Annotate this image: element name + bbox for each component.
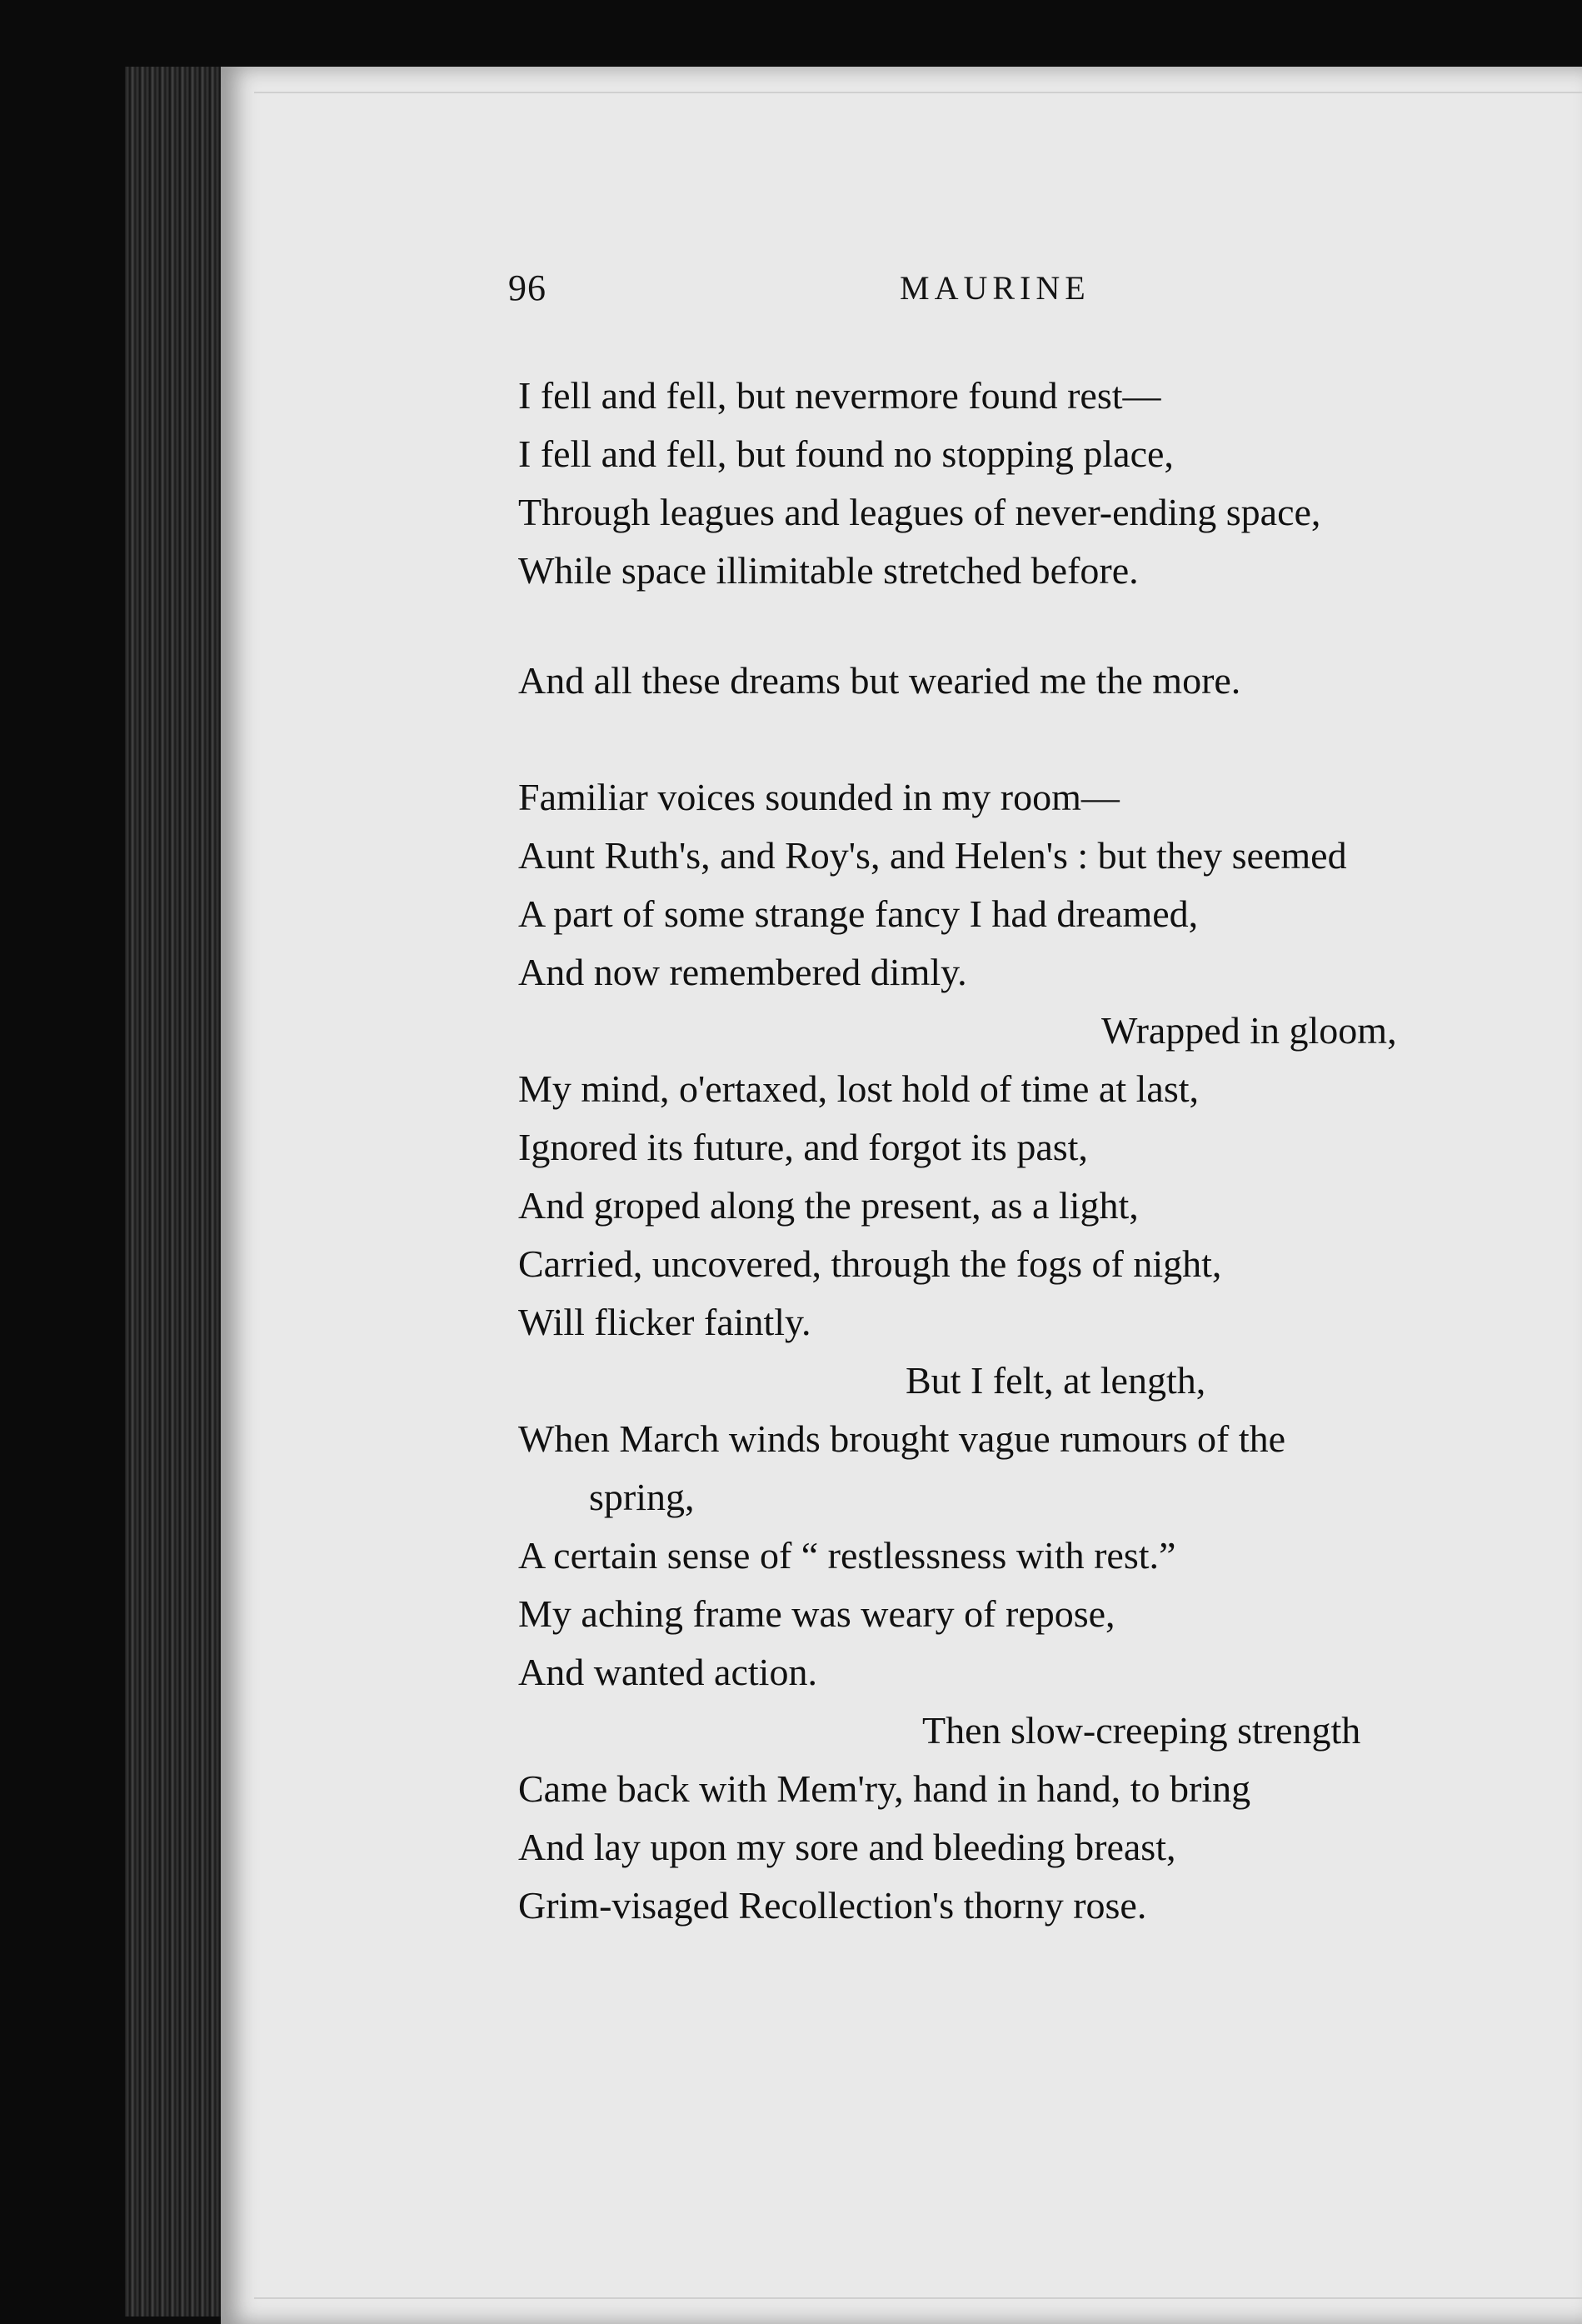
poem-line: Familiar voices sounded in my room—	[518, 776, 1120, 818]
poem-line-indented: Wrapped in gloom,	[1101, 1009, 1397, 1052]
page-number: 96	[508, 267, 546, 308]
running-head	[508, 267, 1341, 325]
poem-line: And now remembered dimly.	[518, 951, 967, 993]
stanza-break	[518, 710, 1526, 768]
poem-line: Ignored its future, and forgot its past,	[518, 1126, 1088, 1168]
poem-line: A certain sense of “ restlessness with rest.”	[518, 1534, 1176, 1577]
poem-line-hanging: spring,	[589, 1476, 695, 1518]
stanza-break	[518, 600, 1526, 652]
poem-line: I fell and fell, but found no stopping place,	[518, 432, 1174, 475]
book-title: MAURINE	[900, 269, 1090, 307]
poem-line: I fell and fell, but nevermore found rest—	[518, 374, 1161, 417]
poem-line: Aunt Ruth's, and Roy's, and Helen's : but they seemed	[518, 834, 1347, 877]
poem-line: And all these dreams but wearied me the more.	[518, 659, 1241, 702]
poem-line: And wanted action.	[518, 1651, 817, 1693]
poem-line: Carried, uncovered, through the fogs of night,	[518, 1242, 1222, 1285]
poem-line-indented: But I felt, at length,	[906, 1359, 1206, 1402]
poem-line: And lay upon my sore and bleeding breast,	[518, 1826, 1176, 1868]
page-bottom-edge	[254, 2297, 1582, 2299]
poem-line: Through leagues and leagues of never-ending space,	[518, 491, 1321, 533]
poem-line: Will flicker faintly.	[518, 1301, 811, 1343]
poem-line: Came back with Mem'ry, hand in hand, to bring	[518, 1767, 1251, 1810]
poem-line: My aching frame was weary of repose,	[518, 1592, 1115, 1635]
poem-text	[518, 367, 1526, 1935]
poem-line: A part of some strange fancy I had dreamed,	[518, 892, 1199, 935]
book-spine-edge	[125, 67, 225, 2317]
poem-line: Grim-visaged Recollection's thorny rose.	[518, 1884, 1147, 1927]
poem-line: When March winds brought vague rumours of the	[518, 1417, 1286, 1460]
poem-line-indented: Then slow-creeping strength	[922, 1709, 1361, 1752]
poem-line: While space illimitable stretched before.	[518, 549, 1139, 592]
poem-line: And groped along the present, as a light,	[518, 1184, 1139, 1227]
poem-line: My mind, o'ertaxed, lost hold of time at last,	[518, 1067, 1199, 1110]
page-top-edge	[254, 92, 1582, 93]
